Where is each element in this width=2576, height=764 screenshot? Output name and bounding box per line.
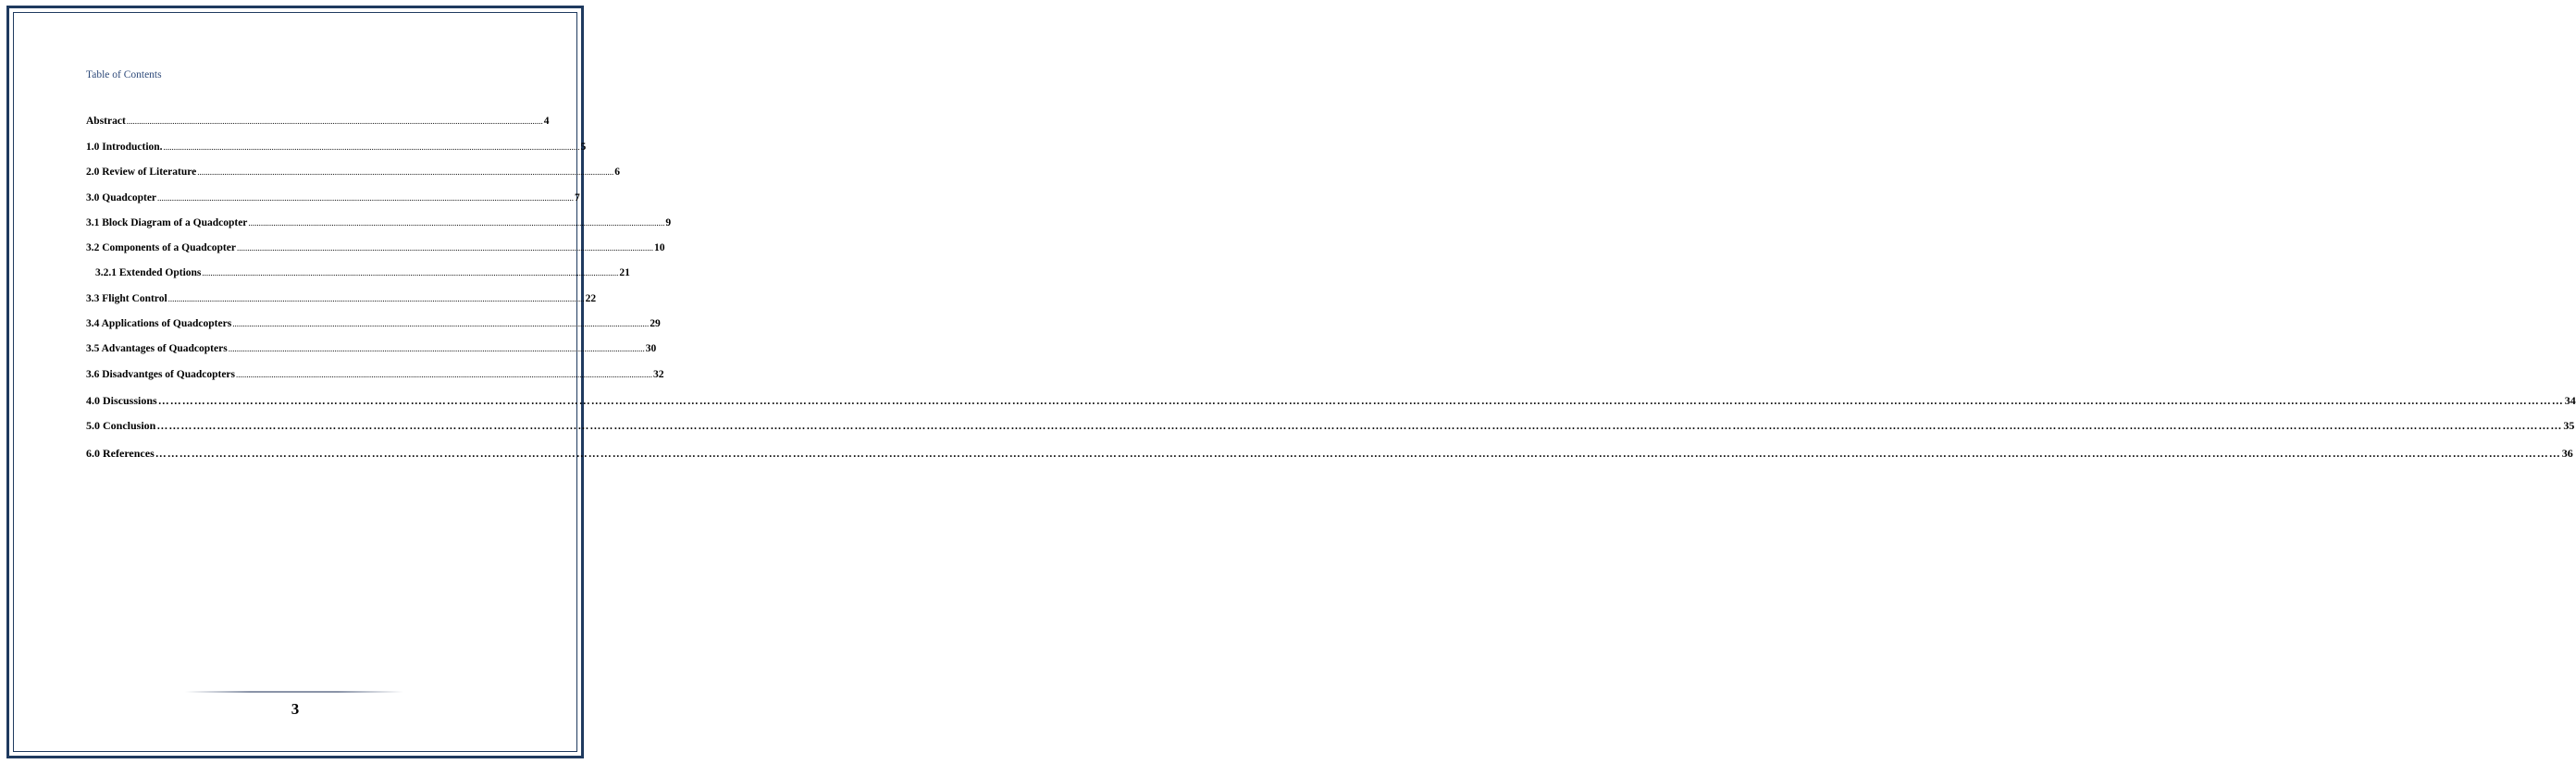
toc-entry-title: 3.0 Quadcopter: [86, 192, 157, 203]
toc-entry-page: 36: [2561, 447, 2573, 460]
toc-entry-page: 4: [543, 116, 550, 127]
toc-entry-title: 5.0 Conclusion: [86, 419, 156, 432]
toc-entry-title: 3.1 Block Diagram of a Quadcopter: [86, 217, 248, 228]
toc-dot-leader: ........................................................................................................................................................................................................: [202, 268, 619, 277]
toc-entry-block-diagram: [86, 217, 672, 228]
toc-entry-introduction: [86, 142, 587, 153]
toc-entry-page: 34: [2564, 394, 2576, 407]
toc-entry-disadvantages: [86, 369, 664, 380]
toc-entry-title: 2.0 Review of Literature: [86, 166, 197, 178]
toc-entry-title: 3.2 Components of a Quadcopter: [86, 242, 236, 253]
toc-dot-leader: ........................................................................................................................................................................................................: [167, 294, 585, 303]
toc-entry-title: Abstract: [86, 116, 126, 127]
toc-entry-page: 29: [650, 318, 661, 329]
toc-heading: Table of Contents: [86, 69, 162, 80]
toc-entry-advantages: [86, 343, 657, 354]
toc-dot-leader: ........................................................................................................................................................................................................: [197, 167, 614, 177]
toc-entry-flight-control: [86, 293, 597, 304]
toc-entry-page: 7: [575, 192, 580, 203]
toc-entry-page: 5: [580, 142, 587, 153]
toc-dot-leader: ........................................................................................................................................................................................................: [126, 117, 543, 126]
toc-entry-page: 35: [2563, 419, 2575, 432]
toc-dot-leader: ........................................................................................................................................................................................................: [163, 142, 580, 152]
footer-divider: [185, 691, 403, 693]
toc-dot-leader: ........................................................................................................................................................................................................: [232, 319, 650, 328]
toc-entry-page: 21: [619, 267, 630, 278]
toc-dot-leader: ........................................................................................................................................................................................................: [236, 370, 653, 379]
toc-entry-page: 9: [665, 217, 672, 228]
toc-entry-page: 32: [653, 369, 664, 380]
toc-dot-leader: ……………………………………………………………………………………………………………………………………………………………………………………………………………………………………………………………………………………………………………………………………………………………………………………………………………………………………………………………………………………………………………………………………………………: [156, 419, 2563, 432]
toc-entry-page: 6: [614, 166, 620, 178]
toc-entry-quadcopter: [86, 192, 580, 203]
toc-entry-title: 3.5 Advantages of Quadcopters: [86, 343, 228, 354]
toc-dot-leader: ........................................................................................................................................................................................................: [236, 243, 653, 253]
toc-entry-review-of-literature: [86, 166, 620, 178]
toc-entry-title: 1.0 Introduction.: [86, 142, 163, 153]
toc-entry-applications: [86, 318, 661, 329]
toc-entry-abstract: [86, 116, 550, 127]
toc-entry-title: 6.0 References: [86, 447, 155, 460]
toc-entry-extended-options: [86, 267, 630, 278]
toc-entry-title: 3.4 Applications of Quadcopters: [86, 318, 232, 329]
toc-entry-conclusion: [86, 419, 2575, 433]
toc-entry-page: 22: [585, 293, 597, 304]
page-number: 3: [291, 700, 300, 718]
toc-dot-leader: ……………………………………………………………………………………………………………………………………………………………………………………………………………………………………………………………………………………………………………………………………………………………………………………………………………………………………………………………………………………………………………………………………………………: [157, 394, 2564, 407]
toc-dot-leader: ........................................................................................................................................................................................................: [157, 193, 575, 203]
toc-entry-page: 30: [645, 343, 657, 354]
toc-entry-title: 3.2.1 Extended Options: [95, 267, 202, 278]
toc-entry-references: [86, 447, 2573, 461]
toc-entry-discussions: [86, 394, 2576, 408]
toc-entry-title: 3.3 Flight Control: [86, 293, 167, 304]
toc-entry-title: 3.6 Disadvantges of Quadcopters: [86, 369, 236, 380]
toc-dot-leader: ……………………………………………………………………………………………………………………………………………………………………………………………………………………………………………………………………………………………………………………………………………………………………………………………………………………………………………………………………………………………………………………………………………………: [155, 447, 2561, 460]
toc-entry-page: 10: [653, 242, 665, 253]
toc-entry-components: [86, 242, 665, 253]
toc-dot-leader: ........................................................................................................................................................................................................: [248, 218, 665, 228]
toc-dot-leader: ........................................................................................................................................................................................................: [228, 344, 645, 353]
toc-entry-title: 4.0 Discussions: [86, 394, 157, 407]
